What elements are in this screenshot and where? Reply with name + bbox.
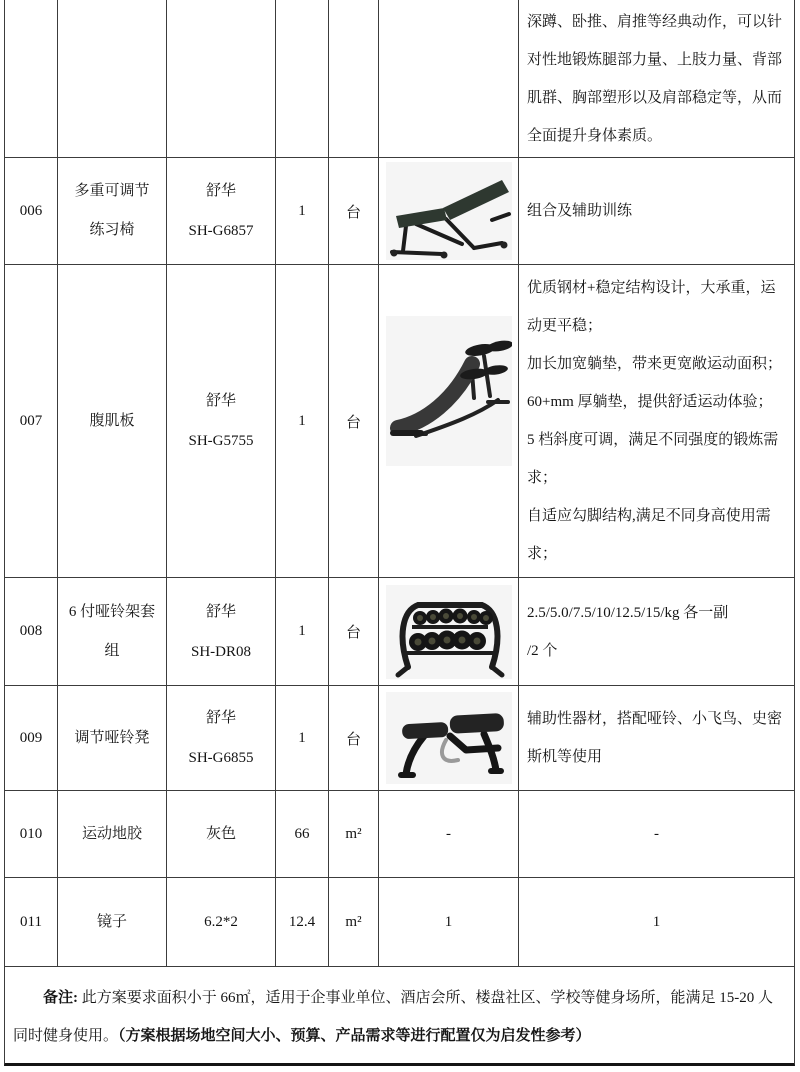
cell-no (5, 878, 58, 966)
description-line: 深蹲、卧推、肩推等经典动作，可以针 (527, 13, 783, 30)
model-number: SH-G6857 (188, 223, 254, 239)
table-row-011 (5, 878, 794, 967)
cell-qty (276, 791, 329, 877)
placeholder-dash: - (654, 826, 659, 842)
description-line: 60+mm 厚躺垫，提供舒适运动体验； (527, 394, 773, 410)
description-line: 动更平稳； (527, 318, 603, 334)
description-line: 求； (527, 470, 558, 486)
cell-model (167, 0, 276, 157)
ab-board-image (386, 316, 512, 466)
cell-qty (276, 0, 329, 157)
unit: m² (345, 913, 362, 930)
cell-qty (276, 158, 329, 264)
cell-description (519, 878, 794, 966)
dumbbell-rack-image (386, 585, 512, 679)
cell-model (167, 791, 276, 877)
cell-unit (329, 686, 379, 790)
brand: 舒华 (205, 393, 236, 409)
spec: 6.2*2 (204, 914, 238, 930)
description-line: 全面提升身体素质。 (527, 127, 663, 144)
dumbbell-bench-image (386, 692, 512, 784)
cell-description (519, 158, 794, 264)
item-number: 008 (19, 623, 43, 639)
description-line: 肌群、胸部塑形以及肩部稳定等，从而 (527, 89, 783, 106)
cell-model (167, 686, 276, 790)
cell-photo (379, 578, 519, 685)
remarks-text (13, 979, 782, 1055)
quantity: 1 (298, 202, 306, 219)
cell-model (167, 878, 276, 966)
quantity: 1 (298, 623, 306, 639)
item-number: 006 (19, 202, 43, 219)
item-number: 011 (20, 913, 42, 930)
description-line: 对性地锻炼腿部力量、上肢力量、背部 (527, 51, 783, 68)
cell-name (58, 158, 167, 264)
item-name-line: 6 付哑铃架套 (68, 603, 156, 620)
cell-unit (329, 265, 379, 577)
cell-no (5, 158, 58, 264)
cell-unit (329, 578, 379, 685)
equipment-spec-table (4, 0, 795, 1066)
cell-qty (276, 265, 329, 577)
cell-qty (276, 578, 329, 685)
unit: 台 (345, 414, 361, 431)
item-name-line: 练习椅 (89, 222, 135, 238)
cell-name (58, 878, 167, 966)
cell-name (58, 265, 167, 577)
item-number: 009 (19, 729, 43, 746)
cell-model (167, 265, 276, 577)
cell-description (519, 686, 794, 790)
cell-photo (379, 686, 519, 790)
description-line: 5 档斜度可调，满足不同强度的锻炼需 (527, 432, 779, 448)
brand: 舒华 (205, 183, 236, 199)
description-line: 加长加宽躺垫，带来更宽敞运动面积； (527, 356, 783, 372)
cell-unit (329, 878, 379, 966)
remarks-label: 备注: (43, 990, 78, 1006)
unit: m² (345, 825, 362, 842)
cell-no (5, 265, 58, 577)
item-name-line: 多重可调节 (74, 183, 150, 199)
cell-photo (379, 265, 519, 577)
cell-model (167, 158, 276, 264)
table-row-008 (5, 578, 794, 686)
description-line: 优质钢材+稳定结构设计，大承重，运 (527, 280, 776, 296)
cell-unit (329, 158, 379, 264)
description-line: 自适应勾脚结构,满足不同身高使用需 (527, 508, 771, 524)
unit: 台 (345, 204, 361, 221)
cell-photo (379, 878, 519, 966)
item-name-line: 腹肌板 (89, 412, 135, 429)
description-line: 辅助性器材，搭配哑铃、小飞鸟、史密 (527, 711, 783, 727)
description-line: /2 个 (527, 642, 558, 659)
quantity: 1 (298, 729, 306, 746)
quantity: 1 (298, 412, 306, 429)
item-name-line: 镜子 (96, 913, 127, 930)
cell-no (5, 686, 58, 790)
cell-description (519, 265, 794, 577)
table-row-009 (5, 686, 794, 791)
description-line: 斯机等使用 (527, 749, 603, 765)
item-number: 010 (19, 825, 43, 842)
table-row-006 (5, 158, 794, 265)
description-line: 组合及辅助训练 (527, 203, 633, 219)
count-value: 1 (444, 913, 453, 930)
cell-name (58, 791, 167, 877)
cell-photo (379, 158, 519, 264)
quantity: 12.4 (288, 913, 316, 930)
cell-no (5, 0, 58, 157)
remarks-cell (5, 967, 794, 1066)
unit: 台 (345, 625, 361, 641)
remarks-bold-note: （方案根据场地空间大小、预算、产品需求等进行配置仅为启发性参考） (118, 1028, 591, 1044)
table-row-010 (5, 791, 794, 878)
model-number: SH-DR08 (190, 643, 251, 660)
cell-model (167, 578, 276, 685)
item-name-line: 组 (104, 642, 120, 659)
cell-name (58, 578, 167, 685)
adjustable-training-bench-image (386, 162, 512, 260)
table-row-005-continued (5, 0, 794, 158)
model-number: SH-G6855 (188, 750, 254, 766)
cell-qty (276, 878, 329, 966)
description-line: 2.5/5.0/7.5/10/12.5/15/kg 各一副 (527, 604, 729, 621)
remarks-body: 此方案要求面积小于 66㎡，适用于企事业单位、酒店会所、楼盘社区、学校等健身场所，能满足 15-20 人同时健身使用。 (13, 990, 773, 1044)
cell-name (58, 0, 167, 157)
cell-photo (379, 0, 519, 157)
cell-description (519, 0, 794, 157)
placeholder-dash: - (446, 825, 451, 842)
cell-unit (329, 0, 379, 157)
item-name-line: 调节哑铃凳 (74, 729, 150, 746)
item-name-line: 运动地胶 (81, 825, 142, 842)
cell-unit (329, 791, 379, 877)
cell-description (519, 578, 794, 685)
count-value: 1 (652, 914, 661, 930)
model-number: SH-G5755 (188, 433, 254, 449)
spec: 灰色 (205, 826, 236, 842)
brand: 舒华 (205, 710, 236, 726)
table-footer-row (5, 967, 794, 1066)
cell-qty (276, 686, 329, 790)
cell-photo (379, 791, 519, 877)
cell-description (519, 791, 794, 877)
cell-no (5, 578, 58, 685)
cell-name (58, 686, 167, 790)
description-line: 求； (527, 546, 558, 562)
cell-no (5, 791, 58, 877)
unit: 台 (345, 731, 361, 748)
table-row-007 (5, 265, 794, 578)
item-number: 007 (19, 412, 43, 429)
brand: 舒华 (205, 603, 236, 620)
quantity: 66 (294, 825, 310, 842)
